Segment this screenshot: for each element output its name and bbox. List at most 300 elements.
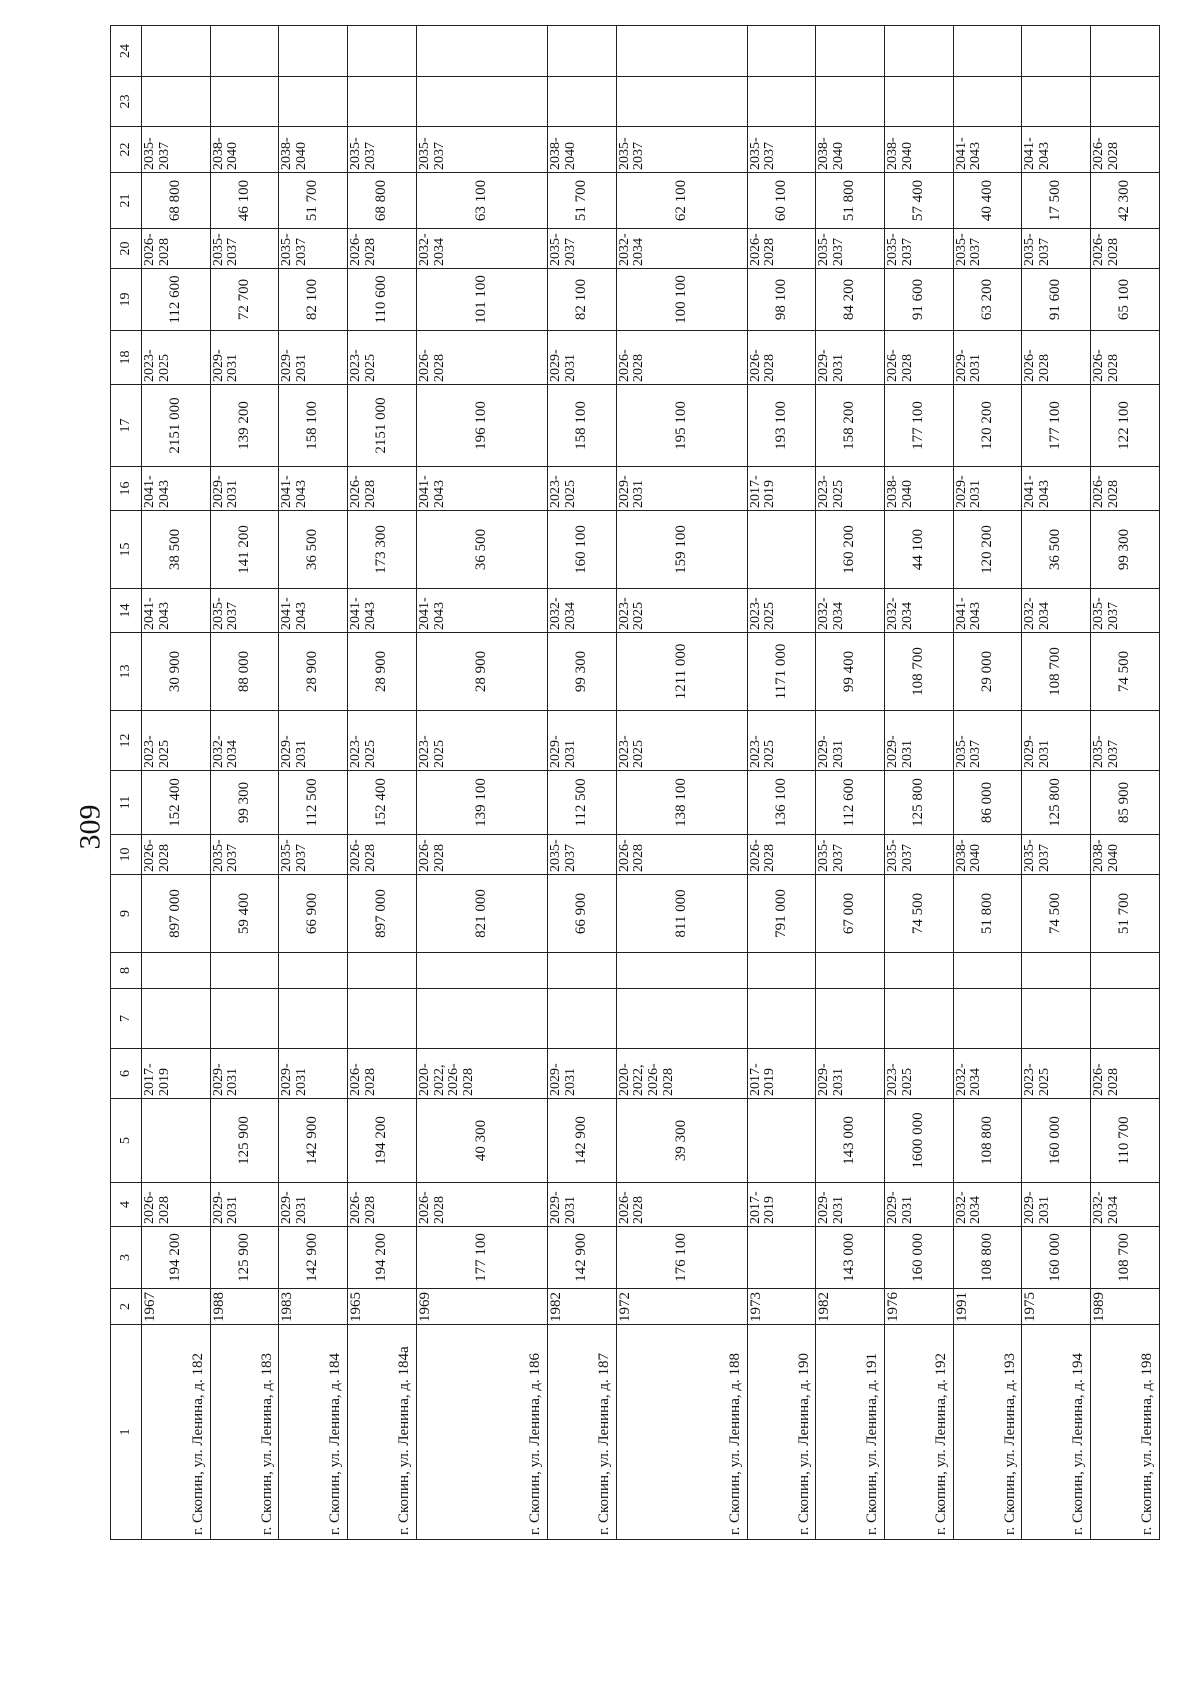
column-header: 4 [111, 1183, 142, 1227]
table-cell: 1969 [416, 1289, 547, 1325]
address-cell: г. Скопин, ул. Ленина, д. 186 [416, 1325, 547, 1540]
table-body [142, 26, 1160, 1540]
table-cell: 30 900 [142, 633, 211, 711]
address-cell: г. Скопин, ул. Ленина, д. 194 [1022, 1325, 1091, 1540]
table-cell [816, 77, 885, 127]
address-cell: г. Скопин, ул. Ленина, д. 188 [616, 1325, 747, 1540]
table-cell: 2032-2034 [416, 229, 547, 269]
address-cell: г. Скопин, ул. Ленина, д. 183 [210, 1325, 279, 1540]
table-cell: 2151 000 [348, 385, 417, 467]
table-cell [885, 77, 954, 127]
table-cell: 100 100 [616, 269, 747, 331]
table-cell: 821 000 [416, 875, 547, 953]
table-cell: 63 100 [416, 173, 547, 229]
table-cell: 91 600 [885, 269, 954, 331]
table-cell: 2029-2031 [816, 1183, 885, 1227]
table-cell: 112 500 [279, 771, 348, 835]
table-cell: 40 300 [416, 1099, 547, 1183]
table-row [953, 26, 1022, 1540]
column-header: 14 [111, 589, 142, 633]
table-wrapper [110, 44, 1160, 1540]
table-cell: 44 100 [885, 511, 954, 589]
table-cell: 142 900 [547, 1227, 616, 1289]
column-header: 20 [111, 229, 142, 269]
table-cell: 2035-2037 [279, 835, 348, 875]
table-cell [416, 953, 547, 989]
table-cell: 177 100 [416, 1227, 547, 1289]
table-cell: 82 100 [547, 269, 616, 331]
table-cell: 2035-2037 [816, 835, 885, 875]
table-cell: 2035-2037 [616, 127, 747, 173]
table-cell: 2026-2028 [616, 1183, 747, 1227]
table-cell: 57 400 [885, 173, 954, 229]
table-cell [142, 1099, 211, 1183]
table-cell: 2023-2025 [142, 331, 211, 385]
table-cell: 120 200 [953, 511, 1022, 589]
table-cell: 142 900 [547, 1099, 616, 1183]
table-cell: 194 200 [348, 1227, 417, 1289]
address-cell: г. Скопин, ул. Ленина, д. 191 [816, 1325, 885, 1540]
column-header: 16 [111, 467, 142, 511]
table-cell [142, 77, 211, 127]
table-cell: 108 700 [1022, 633, 1091, 711]
table-cell: 2035-2037 [1022, 835, 1091, 875]
table-cell: 67 000 [816, 875, 885, 953]
table-cell [1091, 77, 1160, 127]
table-cell: 99 300 [1091, 511, 1160, 589]
table-cell: 2020-2022, 2026-2028 [416, 1049, 547, 1099]
table-cell [747, 989, 816, 1049]
column-header: 2 [111, 1289, 142, 1325]
table-cell [616, 26, 747, 77]
table-cell: 2023-2025 [816, 467, 885, 511]
table-cell: 38 500 [142, 511, 211, 589]
table-cell [953, 77, 1022, 127]
table-cell: 2032-2034 [547, 589, 616, 633]
table-cell: 2026-2028 [348, 1183, 417, 1227]
table-cell: 2026-2028 [142, 229, 211, 269]
table-cell [816, 26, 885, 77]
table-cell: 158 200 [816, 385, 885, 467]
table-cell: 2035-2037 [210, 229, 279, 269]
table-cell: 98 100 [747, 269, 816, 331]
table-cell [747, 1099, 816, 1183]
table-cell: 112 600 [816, 771, 885, 835]
table-cell: 2026-2028 [348, 1049, 417, 1099]
address-cell: г. Скопин, ул. Ленина, д. 182 [142, 1325, 211, 1540]
table-cell: 17 500 [1022, 173, 1091, 229]
table-cell: 36 500 [416, 511, 547, 589]
rotated-table-container [110, 44, 1160, 1540]
table-cell: 152 400 [348, 771, 417, 835]
table-cell: 2029-2031 [279, 1049, 348, 1099]
table-cell: 196 100 [416, 385, 547, 467]
table-cell [1091, 26, 1160, 77]
table-cell [885, 26, 954, 77]
table-cell: 2026-2028 [1091, 127, 1160, 173]
table-cell: 2035-2037 [348, 127, 417, 173]
table-cell: 28 900 [279, 633, 348, 711]
table-cell: 2032-2034 [885, 589, 954, 633]
column-header: 12 [111, 711, 142, 771]
table-cell: 2017-2019 [747, 1183, 816, 1227]
column-header: 15 [111, 511, 142, 589]
table-row [547, 26, 616, 1540]
table-cell: 2029-2031 [885, 1183, 954, 1227]
table-row [616, 26, 747, 1540]
table-cell: 99 300 [547, 633, 616, 711]
table-row [816, 26, 885, 1540]
table-cell: 2035-2037 [1091, 711, 1160, 771]
table-cell [1022, 77, 1091, 127]
table-cell: 1988 [210, 1289, 279, 1325]
table-cell: 2035-2037 [1022, 229, 1091, 269]
column-header: 23 [111, 77, 142, 127]
table-cell [816, 953, 885, 989]
table-cell: 1982 [547, 1289, 616, 1325]
table-cell: 2038-2040 [210, 127, 279, 173]
table-cell: 143 000 [816, 1099, 885, 1183]
table-cell: 2032-2034 [1091, 1183, 1160, 1227]
table-cell: 1991 [953, 1289, 1022, 1325]
table-cell: 2035-2037 [953, 229, 1022, 269]
table-cell: 2026-2028 [1091, 467, 1160, 511]
table-row [1022, 26, 1091, 1540]
table-cell: 2023-2025 [142, 711, 211, 771]
table-cell: 72 700 [210, 269, 279, 331]
table-cell: 2029-2031 [816, 331, 885, 385]
table-cell: 194 200 [348, 1099, 417, 1183]
table-cell [547, 989, 616, 1049]
table-cell: 2038-2040 [816, 127, 885, 173]
table-cell: 2017-2019 [747, 1049, 816, 1099]
table-cell: 2029-2031 [953, 467, 1022, 511]
table-cell [210, 989, 279, 1049]
table-cell [142, 989, 211, 1049]
table-cell: 99 300 [210, 771, 279, 835]
table-cell [279, 26, 348, 77]
column-header: 19 [111, 269, 142, 331]
table-cell: 2035-2037 [1091, 589, 1160, 633]
table-cell [885, 953, 954, 989]
table-cell: 1211 000 [616, 633, 747, 711]
table-cell [547, 77, 616, 127]
table-cell: 2035-2037 [885, 835, 954, 875]
table-cell [279, 989, 348, 1049]
address-cell: г. Скопин, ул. Ленина, д. 190 [747, 1325, 816, 1540]
table-cell: 108 700 [1091, 1227, 1160, 1289]
table-cell: 2035-2037 [279, 229, 348, 269]
table-cell: 2035-2037 [142, 127, 211, 173]
table-cell: 791 000 [747, 875, 816, 953]
column-header: 11 [111, 771, 142, 835]
table-cell: 62 100 [616, 173, 747, 229]
table-cell: 2023-2025 [416, 711, 547, 771]
table-cell: 2029-2031 [547, 1183, 616, 1227]
table-cell [1091, 953, 1160, 989]
table-cell: 122 100 [1091, 385, 1160, 467]
table-cell: 160 000 [1022, 1227, 1091, 1289]
table-cell [279, 953, 348, 989]
table-cell: 2029-2031 [210, 331, 279, 385]
table-row [416, 26, 547, 1540]
table-cell: 101 100 [416, 269, 547, 331]
table-cell: 136 100 [747, 771, 816, 835]
table-cell [348, 989, 417, 1049]
address-cell: г. Скопин, ул. Ленина, д. 184 [279, 1325, 348, 1540]
table-cell [616, 953, 747, 989]
table-cell: 125 900 [210, 1227, 279, 1289]
table-cell: 110 700 [1091, 1099, 1160, 1183]
table-cell: 2038-2040 [279, 127, 348, 173]
table-cell: 125 800 [885, 771, 954, 835]
column-header: 9 [111, 875, 142, 953]
column-header: 13 [111, 633, 142, 711]
table-cell: 51 700 [547, 173, 616, 229]
table-cell: 2029-2031 [279, 711, 348, 771]
table-cell: 2017-2019 [142, 1049, 211, 1099]
column-header: 10 [111, 835, 142, 875]
table-cell [416, 77, 547, 127]
table-cell: 2026-2028 [416, 835, 547, 875]
table-cell: 112 600 [142, 269, 211, 331]
table-cell: 2035-2037 [416, 127, 547, 173]
table-cell: 2026-2028 [348, 467, 417, 511]
table-cell [1022, 953, 1091, 989]
table-cell: 125 900 [210, 1099, 279, 1183]
table-cell: 2041-2043 [279, 589, 348, 633]
table-cell: 811 000 [616, 875, 747, 953]
table-cell [1022, 26, 1091, 77]
table-cell: 897 000 [348, 875, 417, 953]
table-cell: 51 800 [953, 875, 1022, 953]
address-cell: г. Скопин, ул. Ленина, д. 192 [885, 1325, 954, 1540]
column-header: 8 [111, 953, 142, 989]
table-cell: 2032-2034 [1022, 589, 1091, 633]
address-cell: г. Скопин, ул. Ленина, д. 184а [348, 1325, 417, 1540]
table-cell: 2041-2043 [1022, 467, 1091, 511]
table-cell: 120 200 [953, 385, 1022, 467]
table-cell: 176 100 [616, 1227, 747, 1289]
table-cell: 85 900 [1091, 771, 1160, 835]
column-header: 3 [111, 1227, 142, 1289]
table-cell [747, 511, 816, 589]
table-cell: 2023-2025 [348, 711, 417, 771]
table-cell: 2029-2031 [210, 1049, 279, 1099]
table-cell [747, 77, 816, 127]
table-cell: 91 600 [1022, 269, 1091, 331]
table-cell [210, 26, 279, 77]
table-cell: 2026-2028 [616, 835, 747, 875]
table-cell: 2032-2034 [616, 229, 747, 269]
address-cell: г. Скопин, ул. Ленина, д. 198 [1091, 1325, 1160, 1540]
table-cell [953, 989, 1022, 1049]
table-cell: 2038-2040 [1091, 835, 1160, 875]
column-header: 1 [111, 1325, 142, 1540]
table-cell: 1973 [747, 1289, 816, 1325]
table-cell: 28 900 [348, 633, 417, 711]
table-cell: 2029-2031 [816, 1049, 885, 1099]
table-cell: 2038-2040 [885, 467, 954, 511]
table-cell: 1972 [616, 1289, 747, 1325]
table-cell: 1975 [1022, 1289, 1091, 1325]
table-cell: 2026-2028 [142, 835, 211, 875]
header-row [111, 26, 142, 1540]
table-cell: 2041-2043 [348, 589, 417, 633]
table-cell: 2038-2040 [885, 127, 954, 173]
table-cell: 2041-2043 [142, 467, 211, 511]
table-cell: 65 100 [1091, 269, 1160, 331]
table-cell: 46 100 [210, 173, 279, 229]
table-cell: 1967 [142, 1289, 211, 1325]
table-cell [1091, 989, 1160, 1049]
table-row [747, 26, 816, 1540]
table-cell: 2041-2043 [1022, 127, 1091, 173]
table-cell: 2035-2037 [210, 835, 279, 875]
table-cell: 39 300 [616, 1099, 747, 1183]
table-cell: 2029-2031 [547, 331, 616, 385]
table-row [348, 26, 417, 1540]
table-cell [953, 953, 1022, 989]
table-cell: 2026-2028 [348, 229, 417, 269]
table-cell: 2023-2025 [616, 711, 747, 771]
table-cell [816, 989, 885, 1049]
table-cell: 88 000 [210, 633, 279, 711]
table-cell: 2029-2031 [547, 711, 616, 771]
table-cell: 40 400 [953, 173, 1022, 229]
table-cell: 2029-2031 [547, 1049, 616, 1099]
column-header: 18 [111, 331, 142, 385]
table-cell: 2032-2034 [953, 1183, 1022, 1227]
table-cell [747, 953, 816, 989]
table-cell: 1989 [1091, 1289, 1160, 1325]
table-cell: 1983 [279, 1289, 348, 1325]
table-cell: 2029-2031 [210, 467, 279, 511]
table-row [1091, 26, 1160, 1540]
table-cell: 2041-2043 [416, 467, 547, 511]
column-header: 22 [111, 127, 142, 173]
table-cell: 177 100 [1022, 385, 1091, 467]
table-cell: 1965 [348, 1289, 417, 1325]
table-cell: 1976 [885, 1289, 954, 1325]
address-cell: г. Скопин, ул. Ленина, д. 193 [953, 1325, 1022, 1540]
table-cell: 59 400 [210, 875, 279, 953]
table-cell: 2151 000 [142, 385, 211, 467]
table-cell: 2035-2037 [747, 127, 816, 173]
table-cell [547, 26, 616, 77]
table-cell: 2023-2025 [747, 589, 816, 633]
table-cell: 2029-2031 [1022, 1183, 1091, 1227]
table-cell [348, 77, 417, 127]
table-cell: 74 500 [885, 875, 954, 953]
table-cell: 139 100 [416, 771, 547, 835]
table-cell: 2041-2043 [142, 589, 211, 633]
table-cell: 2029-2031 [210, 1183, 279, 1227]
table-cell: 2026-2028 [885, 331, 954, 385]
table-cell [348, 953, 417, 989]
table-cell: 138 100 [616, 771, 747, 835]
table-row [279, 26, 348, 1540]
table-cell: 2029-2031 [953, 331, 1022, 385]
column-header: 21 [111, 173, 142, 229]
table-cell: 2035-2037 [953, 711, 1022, 771]
table-cell: 51 800 [816, 173, 885, 229]
table-cell: 2026-2028 [1091, 331, 1160, 385]
table-cell: 195 100 [616, 385, 747, 467]
table-cell: 36 500 [1022, 511, 1091, 589]
table-row [142, 26, 211, 1540]
table-cell: 2026-2028 [1022, 331, 1091, 385]
table-cell: 2041-2043 [953, 589, 1022, 633]
table-cell: 193 100 [747, 385, 816, 467]
table-cell: 2023-2025 [616, 589, 747, 633]
table-cell [953, 26, 1022, 77]
table-cell: 74 500 [1022, 875, 1091, 953]
table-cell: 2023-2025 [747, 711, 816, 771]
table-cell: 160 000 [1022, 1099, 1091, 1183]
table-cell: 74 500 [1091, 633, 1160, 711]
table-cell: 63 200 [953, 269, 1022, 331]
table-cell: 99 400 [816, 633, 885, 711]
repair-schedule-table [110, 25, 1160, 1540]
table-cell: 139 200 [210, 385, 279, 467]
table-cell: 28 900 [416, 633, 547, 711]
table-cell [279, 77, 348, 127]
table-cell: 2041-2043 [279, 467, 348, 511]
table-cell: 143 000 [816, 1227, 885, 1289]
table-cell: 160 200 [816, 511, 885, 589]
table-cell: 177 100 [885, 385, 954, 467]
table-cell: 2029-2031 [885, 711, 954, 771]
table-cell: 108 800 [953, 1227, 1022, 1289]
table-cell: 160 100 [547, 511, 616, 589]
column-header: 6 [111, 1049, 142, 1099]
table-cell [210, 953, 279, 989]
table-cell: 2041-2043 [416, 589, 547, 633]
table-cell: 159 100 [616, 511, 747, 589]
table-cell: 2035-2037 [547, 835, 616, 875]
table-cell: 2026-2028 [747, 835, 816, 875]
table-cell: 2035-2037 [816, 229, 885, 269]
table-cell: 2032-2034 [210, 711, 279, 771]
table-cell: 2026-2028 [747, 331, 816, 385]
table-cell: 2023-2025 [1022, 1049, 1091, 1099]
table-cell: 141 200 [210, 511, 279, 589]
table-cell: 2032-2034 [816, 589, 885, 633]
table-cell: 2026-2028 [1091, 229, 1160, 269]
table-cell: 152 400 [142, 771, 211, 835]
table-cell: 1600 000 [885, 1099, 954, 1183]
table-cell: 2035-2037 [210, 589, 279, 633]
table-cell: 2026-2028 [747, 229, 816, 269]
table-cell: 194 200 [142, 1227, 211, 1289]
table-cell [210, 77, 279, 127]
table-cell: 66 900 [547, 875, 616, 953]
table-cell [142, 26, 211, 77]
table-cell: 2029-2031 [616, 467, 747, 511]
table-cell: 2023-2025 [885, 1049, 954, 1099]
table-cell: 2017-2019 [747, 467, 816, 511]
table-row [210, 26, 279, 1540]
table-cell: 36 500 [279, 511, 348, 589]
table-cell [616, 989, 747, 1049]
table-cell: 51 700 [279, 173, 348, 229]
column-header: 24 [111, 26, 142, 77]
table-cell: 2026-2028 [616, 331, 747, 385]
table-cell [616, 77, 747, 127]
table-cell [348, 26, 417, 77]
table-cell: 2026-2028 [142, 1183, 211, 1227]
